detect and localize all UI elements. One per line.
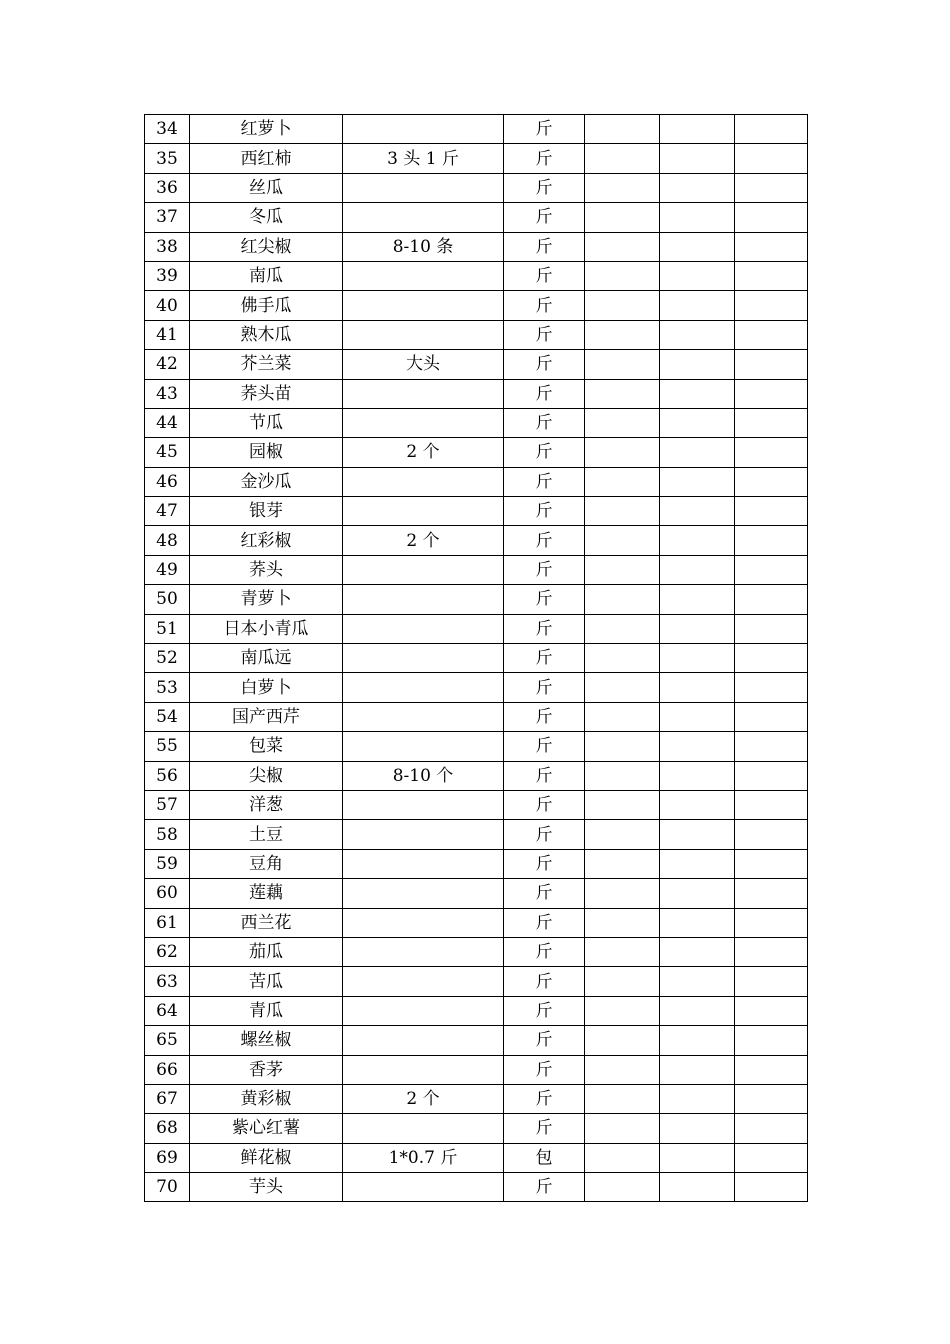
blank-cell-1	[585, 908, 660, 937]
blank-cell-1	[585, 350, 660, 379]
table-row	[145, 173, 808, 202]
unit-cell: 斤	[504, 291, 585, 320]
unit-cell: 斤	[504, 879, 585, 908]
row-number-cell: 62	[145, 937, 190, 966]
spec-cell	[343, 467, 504, 496]
spec-cell	[343, 408, 504, 437]
row-number-cell: 70	[145, 1173, 190, 1202]
unit-cell: 斤	[504, 261, 585, 290]
item-name-cell: 莲藕	[190, 879, 343, 908]
table-row	[145, 820, 808, 849]
item-name-cell: 青萝卜	[190, 585, 343, 614]
blank-cell-2	[660, 585, 735, 614]
row-number-cell: 38	[145, 232, 190, 261]
spec-cell	[343, 937, 504, 966]
produce-table-body	[145, 115, 808, 1202]
blank-cell-2	[660, 1055, 735, 1084]
item-name-cell: 红萝卜	[190, 115, 343, 144]
spec-cell	[343, 614, 504, 643]
table-row	[145, 879, 808, 908]
unit-cell: 斤	[504, 585, 585, 614]
blank-cell-2	[660, 232, 735, 261]
row-number-cell: 68	[145, 1114, 190, 1143]
spec-cell	[343, 585, 504, 614]
unit-cell: 斤	[504, 1173, 585, 1202]
blank-cell-3	[735, 379, 808, 408]
row-number-cell: 60	[145, 879, 190, 908]
blank-cell-3	[735, 908, 808, 937]
row-number-cell: 61	[145, 908, 190, 937]
table-row	[145, 967, 808, 996]
item-name-cell: 尖椒	[190, 761, 343, 790]
blank-cell-1	[585, 497, 660, 526]
unit-cell: 斤	[504, 673, 585, 702]
row-number-cell: 69	[145, 1143, 190, 1172]
unit-cell: 斤	[504, 732, 585, 761]
blank-cell-1	[585, 614, 660, 643]
table-row	[145, 849, 808, 878]
spec-cell	[343, 732, 504, 761]
row-number-cell: 42	[145, 350, 190, 379]
blank-cell-2	[660, 1084, 735, 1113]
table-row	[145, 908, 808, 937]
spec-cell	[343, 908, 504, 937]
item-name-cell: 南瓜	[190, 261, 343, 290]
blank-cell-2	[660, 644, 735, 673]
table-row	[145, 438, 808, 467]
spec-cell	[343, 996, 504, 1025]
table-row	[145, 291, 808, 320]
table-row	[145, 996, 808, 1025]
blank-cell-1	[585, 1143, 660, 1172]
row-number-cell: 54	[145, 702, 190, 731]
spec-cell	[343, 673, 504, 702]
blank-cell-2	[660, 261, 735, 290]
blank-cell-1	[585, 320, 660, 349]
item-name-cell: 青瓜	[190, 996, 343, 1025]
item-name-cell: 芥兰菜	[190, 350, 343, 379]
spec-cell	[343, 497, 504, 526]
blank-cell-3	[735, 996, 808, 1025]
row-number-cell: 51	[145, 614, 190, 643]
blank-cell-2	[660, 467, 735, 496]
blank-cell-1	[585, 173, 660, 202]
unit-cell: 斤	[504, 614, 585, 643]
item-name-cell: 熟木瓜	[190, 320, 343, 349]
blank-cell-3	[735, 732, 808, 761]
blank-cell-1	[585, 291, 660, 320]
table-row	[145, 790, 808, 819]
row-number-cell: 59	[145, 849, 190, 878]
spec-cell	[343, 555, 504, 584]
blank-cell-1	[585, 585, 660, 614]
item-name-cell: 鲜花椒	[190, 1143, 343, 1172]
row-number-cell: 46	[145, 467, 190, 496]
blank-cell-3	[735, 261, 808, 290]
row-number-cell: 57	[145, 790, 190, 819]
spec-cell	[343, 820, 504, 849]
blank-cell-1	[585, 115, 660, 144]
unit-cell: 斤	[504, 1084, 585, 1113]
blank-cell-3	[735, 203, 808, 232]
blank-cell-1	[585, 1055, 660, 1084]
row-number-cell: 53	[145, 673, 190, 702]
item-name-cell: 红彩椒	[190, 526, 343, 555]
table-row	[145, 1084, 808, 1113]
unit-cell: 斤	[504, 379, 585, 408]
blank-cell-2	[660, 350, 735, 379]
spec-cell: 3 头 1 斤	[343, 144, 504, 173]
unit-cell: 斤	[504, 967, 585, 996]
spec-cell: 8-10 个	[343, 761, 504, 790]
row-number-cell: 67	[145, 1084, 190, 1113]
row-number-cell: 50	[145, 585, 190, 614]
table-row	[145, 1026, 808, 1055]
row-number-cell: 44	[145, 408, 190, 437]
item-name-cell: 南瓜远	[190, 644, 343, 673]
spec-cell	[343, 849, 504, 878]
item-name-cell: 丝瓜	[190, 173, 343, 202]
unit-cell: 斤	[504, 203, 585, 232]
row-number-cell: 49	[145, 555, 190, 584]
row-number-cell: 56	[145, 761, 190, 790]
row-number-cell: 43	[145, 379, 190, 408]
blank-cell-3	[735, 291, 808, 320]
blank-cell-2	[660, 908, 735, 937]
item-name-cell: 日本小青瓜	[190, 614, 343, 643]
item-name-cell: 苦瓜	[190, 967, 343, 996]
table-row	[145, 644, 808, 673]
spec-cell: 2 个	[343, 526, 504, 555]
blank-cell-3	[735, 1084, 808, 1113]
spec-cell: 1*0.7 斤	[343, 1143, 504, 1172]
blank-cell-2	[660, 996, 735, 1025]
blank-cell-3	[735, 937, 808, 966]
blank-cell-3	[735, 232, 808, 261]
row-number-cell: 48	[145, 526, 190, 555]
spec-cell: 大头	[343, 350, 504, 379]
blank-cell-1	[585, 761, 660, 790]
item-name-cell: 节瓜	[190, 408, 343, 437]
blank-cell-2	[660, 497, 735, 526]
blank-cell-3	[735, 702, 808, 731]
blank-cell-2	[660, 203, 735, 232]
blank-cell-2	[660, 761, 735, 790]
unit-cell: 斤	[504, 350, 585, 379]
item-name-cell: 荞头苗	[190, 379, 343, 408]
blank-cell-3	[735, 467, 808, 496]
blank-cell-3	[735, 849, 808, 878]
blank-cell-3	[735, 144, 808, 173]
blank-cell-3	[735, 115, 808, 144]
blank-cell-1	[585, 261, 660, 290]
unit-cell: 斤	[504, 144, 585, 173]
table-row	[145, 555, 808, 584]
blank-cell-3	[735, 585, 808, 614]
table-row	[145, 350, 808, 379]
unit-cell: 斤	[504, 849, 585, 878]
spec-cell: 8-10 条	[343, 232, 504, 261]
blank-cell-3	[735, 1114, 808, 1143]
row-number-cell: 47	[145, 497, 190, 526]
spec-cell	[343, 702, 504, 731]
blank-cell-1	[585, 967, 660, 996]
spec-cell	[343, 967, 504, 996]
spec-cell	[343, 173, 504, 202]
row-number-cell: 65	[145, 1026, 190, 1055]
blank-cell-1	[585, 144, 660, 173]
row-number-cell: 37	[145, 203, 190, 232]
blank-cell-1	[585, 408, 660, 437]
row-number-cell: 64	[145, 996, 190, 1025]
blank-cell-3	[735, 879, 808, 908]
blank-cell-3	[735, 790, 808, 819]
unit-cell: 斤	[504, 996, 585, 1025]
blank-cell-1	[585, 1173, 660, 1202]
item-name-cell: 螺丝椒	[190, 1026, 343, 1055]
table-row	[145, 761, 808, 790]
blank-cell-2	[660, 732, 735, 761]
spec-cell: 2 个	[343, 1084, 504, 1113]
blank-cell-2	[660, 555, 735, 584]
blank-cell-3	[735, 555, 808, 584]
item-name-cell: 芋头	[190, 1173, 343, 1202]
table-row	[145, 1055, 808, 1084]
spec-cell	[343, 879, 504, 908]
blank-cell-2	[660, 320, 735, 349]
blank-cell-1	[585, 790, 660, 819]
table-row	[145, 144, 808, 173]
table-row	[145, 261, 808, 290]
blank-cell-2	[660, 790, 735, 819]
blank-cell-2	[660, 526, 735, 555]
produce-table	[144, 114, 808, 1202]
blank-cell-2	[660, 967, 735, 996]
row-number-cell: 34	[145, 115, 190, 144]
unit-cell: 包	[504, 1143, 585, 1172]
blank-cell-2	[660, 379, 735, 408]
blank-cell-2	[660, 115, 735, 144]
item-name-cell: 豆角	[190, 849, 343, 878]
blank-cell-2	[660, 291, 735, 320]
table-row	[145, 1114, 808, 1143]
blank-cell-3	[735, 497, 808, 526]
table-row	[145, 526, 808, 555]
spec-cell: 2 个	[343, 438, 504, 467]
blank-cell-2	[660, 438, 735, 467]
blank-cell-1	[585, 379, 660, 408]
spec-cell	[343, 320, 504, 349]
table-row	[145, 1173, 808, 1202]
blank-cell-1	[585, 232, 660, 261]
unit-cell: 斤	[504, 644, 585, 673]
blank-cell-3	[735, 967, 808, 996]
blank-cell-2	[660, 673, 735, 702]
blank-cell-3	[735, 614, 808, 643]
spec-cell	[343, 291, 504, 320]
blank-cell-2	[660, 820, 735, 849]
unit-cell: 斤	[504, 820, 585, 849]
unit-cell: 斤	[504, 526, 585, 555]
unit-cell: 斤	[504, 232, 585, 261]
item-name-cell: 紫心红薯	[190, 1114, 343, 1143]
table-row	[145, 702, 808, 731]
blank-cell-1	[585, 555, 660, 584]
blank-cell-1	[585, 996, 660, 1025]
spec-cell	[343, 1055, 504, 1084]
spec-cell	[343, 203, 504, 232]
item-name-cell: 西兰花	[190, 908, 343, 937]
blank-cell-3	[735, 1026, 808, 1055]
spec-cell	[343, 644, 504, 673]
spec-cell	[343, 790, 504, 819]
blank-cell-2	[660, 879, 735, 908]
table-row	[145, 467, 808, 496]
unit-cell: 斤	[504, 908, 585, 937]
table-row	[145, 614, 808, 643]
item-name-cell: 荞头	[190, 555, 343, 584]
unit-cell: 斤	[504, 1055, 585, 1084]
item-name-cell: 银芽	[190, 497, 343, 526]
blank-cell-1	[585, 203, 660, 232]
table-row	[145, 1143, 808, 1172]
spec-cell	[343, 1114, 504, 1143]
blank-cell-3	[735, 408, 808, 437]
unit-cell: 斤	[504, 702, 585, 731]
item-name-cell: 金沙瓜	[190, 467, 343, 496]
item-name-cell: 包菜	[190, 732, 343, 761]
blank-cell-2	[660, 849, 735, 878]
unit-cell: 斤	[504, 497, 585, 526]
table-row	[145, 232, 808, 261]
blank-cell-1	[585, 644, 660, 673]
blank-cell-3	[735, 1055, 808, 1084]
blank-cell-1	[585, 526, 660, 555]
row-number-cell: 45	[145, 438, 190, 467]
blank-cell-1	[585, 1114, 660, 1143]
row-number-cell: 52	[145, 644, 190, 673]
spec-cell	[343, 115, 504, 144]
row-number-cell: 66	[145, 1055, 190, 1084]
item-name-cell: 佛手瓜	[190, 291, 343, 320]
blank-cell-1	[585, 820, 660, 849]
blank-cell-3	[735, 673, 808, 702]
blank-cell-2	[660, 1173, 735, 1202]
blank-cell-3	[735, 1143, 808, 1172]
unit-cell: 斤	[504, 173, 585, 202]
item-name-cell: 黄彩椒	[190, 1084, 343, 1113]
table-row	[145, 937, 808, 966]
blank-cell-3	[735, 438, 808, 467]
blank-cell-2	[660, 408, 735, 437]
item-name-cell: 红尖椒	[190, 232, 343, 261]
unit-cell: 斤	[504, 937, 585, 966]
unit-cell: 斤	[504, 115, 585, 144]
row-number-cell: 63	[145, 967, 190, 996]
unit-cell: 斤	[504, 790, 585, 819]
blank-cell-2	[660, 937, 735, 966]
table-row	[145, 379, 808, 408]
spec-cell	[343, 1173, 504, 1202]
blank-cell-2	[660, 1114, 735, 1143]
spec-cell	[343, 1026, 504, 1055]
table-row	[145, 203, 808, 232]
blank-cell-1	[585, 673, 660, 702]
item-name-cell: 冬瓜	[190, 203, 343, 232]
row-number-cell: 39	[145, 261, 190, 290]
row-number-cell: 55	[145, 732, 190, 761]
item-name-cell: 土豆	[190, 820, 343, 849]
item-name-cell: 西红柿	[190, 144, 343, 173]
blank-cell-1	[585, 702, 660, 731]
blank-cell-1	[585, 467, 660, 496]
blank-cell-3	[735, 820, 808, 849]
unit-cell: 斤	[504, 438, 585, 467]
blank-cell-1	[585, 1026, 660, 1055]
table-row	[145, 115, 808, 144]
row-number-cell: 41	[145, 320, 190, 349]
unit-cell: 斤	[504, 761, 585, 790]
blank-cell-3	[735, 320, 808, 349]
blank-cell-3	[735, 173, 808, 202]
row-number-cell: 36	[145, 173, 190, 202]
blank-cell-2	[660, 1143, 735, 1172]
table-row	[145, 732, 808, 761]
unit-cell: 斤	[504, 408, 585, 437]
row-number-cell: 58	[145, 820, 190, 849]
blank-cell-3	[735, 644, 808, 673]
item-name-cell: 香茅	[190, 1055, 343, 1084]
unit-cell: 斤	[504, 1026, 585, 1055]
blank-cell-1	[585, 879, 660, 908]
spec-cell	[343, 379, 504, 408]
table-row	[145, 408, 808, 437]
item-name-cell: 洋葱	[190, 790, 343, 819]
blank-cell-1	[585, 849, 660, 878]
blank-cell-2	[660, 1026, 735, 1055]
blank-cell-1	[585, 1084, 660, 1113]
table-row	[145, 320, 808, 349]
blank-cell-2	[660, 702, 735, 731]
blank-cell-2	[660, 144, 735, 173]
table-row	[145, 673, 808, 702]
blank-cell-1	[585, 438, 660, 467]
item-name-cell: 白萝卜	[190, 673, 343, 702]
table-row	[145, 497, 808, 526]
unit-cell: 斤	[504, 1114, 585, 1143]
blank-cell-3	[735, 1173, 808, 1202]
blank-cell-1	[585, 937, 660, 966]
blank-cell-2	[660, 614, 735, 643]
unit-cell: 斤	[504, 467, 585, 496]
blank-cell-3	[735, 526, 808, 555]
item-name-cell: 园椒	[190, 438, 343, 467]
blank-cell-3	[735, 761, 808, 790]
blank-cell-1	[585, 732, 660, 761]
unit-cell: 斤	[504, 320, 585, 349]
row-number-cell: 40	[145, 291, 190, 320]
blank-cell-3	[735, 350, 808, 379]
blank-cell-2	[660, 173, 735, 202]
unit-cell: 斤	[504, 555, 585, 584]
row-number-cell: 35	[145, 144, 190, 173]
spec-cell	[343, 261, 504, 290]
item-name-cell: 国产西芹	[190, 702, 343, 731]
item-name-cell: 茄瓜	[190, 937, 343, 966]
table-row	[145, 585, 808, 614]
